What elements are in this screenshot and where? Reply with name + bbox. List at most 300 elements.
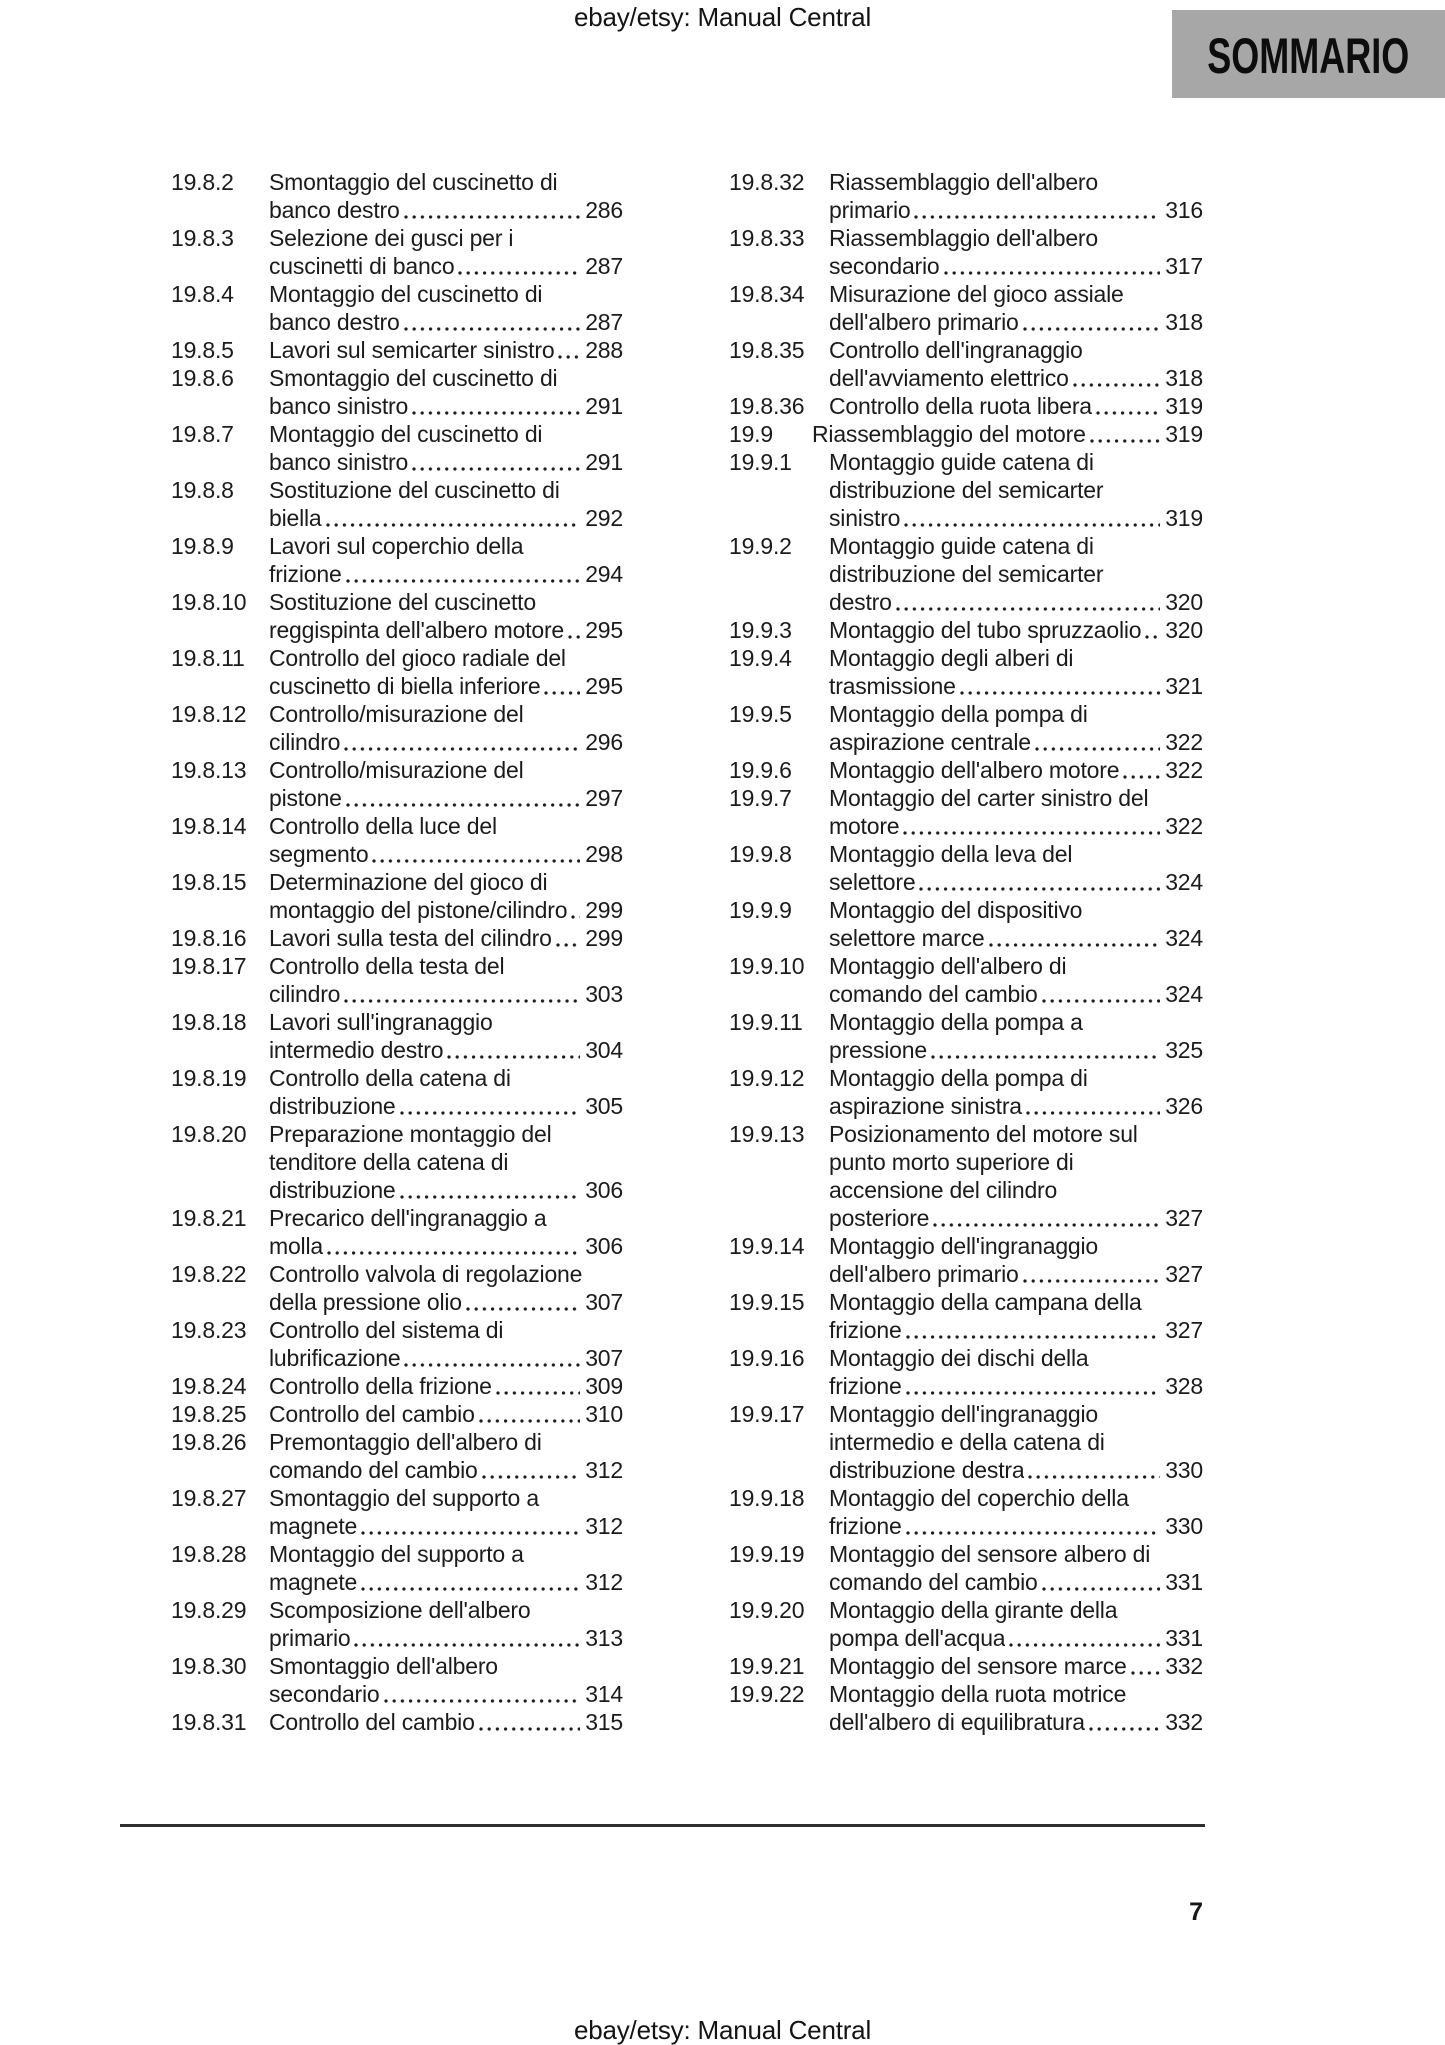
entry-number: 19.8.19	[171, 1065, 247, 1091]
entry-page-number: 315	[585, 1709, 623, 1735]
entry-page-number: 297	[585, 785, 623, 811]
entry-title-line: Riassemblaggio dell'albero	[829, 169, 1098, 195]
sommario-tab-label: SOMMARIO	[1207, 28, 1410, 84]
entry-title-text: cuscinetti di banco	[269, 253, 455, 279]
toc-entry	[171, 952, 623, 1008]
entry-title-last-line	[269, 1680, 623, 1708]
entry-number: 19.9.22	[729, 1681, 805, 1707]
entry-body	[829, 896, 1203, 952]
entry-title-line: Montaggio del supporto a	[269, 1541, 524, 1567]
entry-title-text: destro	[829, 589, 892, 615]
entry-title-text: primario	[829, 197, 911, 223]
entry-body	[829, 448, 1203, 532]
entry-title-text: reggispinta dell'albero motore	[269, 617, 565, 643]
entry-title-line: Preparazione montaggio del	[269, 1121, 552, 1147]
entry-title-last-line	[269, 1372, 623, 1400]
entry-title-line: Montaggio della pompa a	[829, 1009, 1083, 1035]
entry-title-last-line	[269, 1708, 623, 1736]
toc-entry	[729, 1484, 1203, 1540]
entry-page-number: 328	[1165, 1373, 1203, 1399]
entry-title-last-line	[269, 672, 623, 700]
entry-title-text: magnete	[269, 1513, 358, 1539]
entry-title-last-line	[829, 1036, 1203, 1064]
toc-entry	[729, 1652, 1203, 1680]
entry-number: 19.8.23	[171, 1317, 247, 1343]
entry-page-number: 327	[1165, 1317, 1203, 1343]
entry-title-text: comando del cambio	[829, 1569, 1038, 1595]
entry-number: 19.8.32	[729, 169, 805, 195]
entry-title-line: Controllo/misurazione del	[269, 701, 524, 727]
entry-number: 19.9.19	[729, 1541, 805, 1567]
entry-title-last-line	[269, 1456, 623, 1484]
dot-leader	[466, 1288, 580, 1316]
entry-title-last-line	[829, 1204, 1203, 1232]
entry-page-number: 288	[585, 337, 623, 363]
entry-title-text: aspirazione centrale	[829, 729, 1031, 755]
entry-body	[269, 1652, 623, 1708]
entry-title-text: comando del cambio	[829, 981, 1038, 1007]
entry-number: 19.9.5	[729, 701, 792, 727]
entry-number: 19.8.26	[171, 1429, 247, 1455]
toc-entry	[171, 1260, 623, 1316]
footer-doc-title: ebay/etsy: Manual Central	[573, 2015, 872, 2045]
dot-leader	[1090, 420, 1161, 448]
entry-number: 19.8.27	[171, 1485, 247, 1511]
dot-leader	[384, 1680, 581, 1708]
entry-title-line: intermedio e della catena di	[829, 1429, 1105, 1455]
entry-page-number: 324	[1165, 981, 1203, 1007]
entry-body	[269, 924, 623, 952]
entry-page-number: 327	[1165, 1261, 1203, 1287]
entry-page-number: 305	[585, 1093, 623, 1119]
entry-title-line: Montaggio del sensore albero di	[829, 1541, 1151, 1567]
entry-body	[269, 952, 623, 1008]
dot-leader	[960, 672, 1161, 700]
entry-page-number: 322	[1165, 813, 1203, 839]
entry-body	[829, 1120, 1203, 1232]
entry-title-line: Montaggio della girante della	[829, 1597, 1118, 1623]
entry-title-text: sinistro	[829, 505, 901, 531]
entry-title-last-line	[269, 1036, 623, 1064]
entry-title-last-line	[829, 1092, 1203, 1120]
toc-entry	[729, 420, 1203, 448]
entry-number: 19.8.15	[171, 869, 247, 895]
entry-title-last-line	[269, 336, 623, 364]
entry-page-number: 307	[585, 1289, 623, 1315]
entry-body	[269, 1400, 623, 1428]
entry-title-text: banco sinistro	[269, 449, 409, 475]
dot-leader	[496, 1372, 580, 1400]
dot-leader	[1096, 392, 1160, 420]
entry-body	[829, 392, 1203, 420]
entry-number: 19.9.16	[729, 1345, 805, 1371]
entry-title-line: Scomposizione dell'albero	[269, 1597, 531, 1623]
entry-body	[269, 1372, 623, 1400]
dot-leader	[344, 980, 580, 1008]
entry-body	[829, 1652, 1203, 1680]
entry-title-line: Smontaggio del cuscinetto di	[269, 365, 558, 391]
toc-column-right	[729, 168, 1203, 1736]
entry-number: 19.9.3	[729, 617, 792, 643]
entry-title-last-line	[829, 252, 1203, 280]
entry-title-text: primario	[269, 1625, 351, 1651]
entry-title-line: Posizionamento del motore sul	[829, 1121, 1138, 1147]
entry-page-number: 312	[585, 1457, 623, 1483]
entry-title-last-line	[269, 1288, 623, 1316]
toc-entry	[171, 588, 623, 644]
entry-title-line: Misurazione del gioco assiale	[829, 281, 1124, 307]
entry-body	[269, 1428, 623, 1484]
entry-page-number: 291	[585, 449, 623, 475]
toc-entry	[171, 420, 623, 476]
dot-leader	[361, 1568, 580, 1596]
entry-title-text: frizione	[269, 561, 342, 587]
entry-title-line: punto morto superiore di	[829, 1149, 1074, 1175]
entry-title-line: Montaggio dell'albero di	[829, 953, 1067, 979]
entry-body	[269, 756, 623, 812]
entry-title-text: selettore	[829, 869, 916, 895]
entry-number: 19.8.13	[171, 757, 247, 783]
entry-title-last-line	[829, 868, 1203, 896]
entry-number: 19.8.14	[171, 813, 247, 839]
entry-page-number: 322	[1165, 757, 1203, 783]
entry-number: 19.9.21	[729, 1653, 805, 1679]
entry-title-text: Riassemblaggio del motore	[812, 421, 1086, 447]
entry-title-last-line	[829, 1624, 1203, 1652]
entry-title-text: lubrificazione	[269, 1345, 401, 1371]
entry-body	[829, 700, 1203, 756]
entry-title-last-line	[829, 924, 1203, 952]
entry-title-text: distribuzione	[269, 1177, 396, 1203]
entry-title-text: banco sinistro	[269, 393, 409, 419]
toc-entry	[171, 1008, 623, 1064]
entry-title-last-line	[829, 672, 1203, 700]
entry-page-number: 332	[1165, 1653, 1203, 1679]
entry-title-text: segmento	[269, 841, 369, 867]
entry-body	[269, 168, 623, 224]
entry-title-line: Sostituzione del cuscinetto di	[269, 477, 560, 503]
entry-number: 19.8.11	[171, 645, 245, 671]
entry-body	[829, 756, 1203, 784]
entry-page-number: 292	[585, 505, 623, 531]
entry-title-last-line	[269, 1568, 623, 1596]
toc-entry	[171, 1596, 623, 1652]
entry-number: 19.9.6	[729, 757, 792, 783]
toc-entry	[729, 784, 1203, 840]
entry-body	[829, 532, 1203, 616]
dot-leader	[326, 504, 581, 532]
entry-title-line: Riassemblaggio dell'albero	[829, 225, 1098, 251]
entry-title-line: distribuzione del semicarter	[829, 477, 1104, 503]
entry-title-line: Montaggio dell'ingranaggio	[829, 1401, 1099, 1427]
dot-leader	[400, 1176, 581, 1204]
toc-entry	[729, 756, 1203, 784]
entry-title-line: Controllo dell'ingranaggio	[829, 337, 1083, 363]
dot-leader	[1145, 616, 1160, 644]
entry-title-last-line	[269, 1400, 623, 1428]
entry-body	[269, 1260, 623, 1316]
dot-leader	[914, 196, 1160, 224]
toc-entry	[171, 1428, 623, 1484]
entry-number: 19.8.12	[171, 701, 247, 727]
entry-title-last-line	[829, 756, 1203, 784]
entry-title-text: banco destro	[269, 309, 400, 335]
entry-body	[269, 588, 623, 644]
toc-entry	[729, 1400, 1203, 1484]
entry-body	[269, 364, 623, 420]
entry-body	[269, 1120, 623, 1204]
entry-page-number: 327	[1165, 1205, 1203, 1231]
entry-number: 19.8.34	[729, 281, 805, 307]
entry-title-line: Precarico dell'ingranaggio a	[269, 1205, 547, 1231]
entry-title-last-line	[829, 1456, 1203, 1484]
entry-title-line: Montaggio del carter sinistro del	[829, 785, 1149, 811]
entry-title-last-line	[829, 728, 1203, 756]
toc-entry	[729, 896, 1203, 952]
entry-title-text: cuscinetto di biella inferiore	[269, 673, 541, 699]
entry-body	[829, 644, 1203, 700]
dot-leader	[1042, 980, 1161, 1008]
entry-body	[829, 616, 1203, 644]
toc-entry	[171, 1064, 623, 1120]
entry-body	[269, 532, 623, 588]
entry-title-last-line	[829, 812, 1203, 840]
entry-title-text: dell'albero primario	[829, 309, 1019, 335]
entry-number: 19.8.4	[171, 281, 234, 307]
entry-title-last-line	[269, 560, 623, 588]
entry-title-line: Lavori sull'ingranaggio	[269, 1009, 493, 1035]
entry-number: 19.9	[729, 421, 773, 447]
entry-title-line: Montaggio dei dischi della	[829, 1345, 1089, 1371]
entry-body	[829, 1008, 1203, 1064]
entry-number: 19.8.7	[171, 421, 234, 447]
entry-page-number: 319	[1165, 393, 1203, 419]
entry-title-last-line	[269, 924, 623, 952]
footer-divider	[120, 1824, 1205, 1827]
dot-leader	[906, 1372, 1161, 1400]
entry-title-last-line	[829, 588, 1203, 616]
toc-entry	[171, 1120, 623, 1204]
toc-entry	[729, 1344, 1203, 1400]
toc-entry	[729, 224, 1203, 280]
entry-body	[269, 336, 623, 364]
entry-title-line: Controllo della luce del	[269, 813, 497, 839]
entry-number: 19.9.11	[729, 1009, 803, 1035]
entry-title-text: motore	[829, 813, 900, 839]
entry-number: 19.9.2	[729, 533, 792, 559]
entry-body	[269, 644, 623, 700]
entry-title-last-line	[269, 1092, 623, 1120]
entry-title-text: dell'avviamento elettrico	[829, 365, 1069, 391]
entry-title-text: pistone	[269, 785, 342, 811]
toc-entry	[729, 1596, 1203, 1652]
toc-entry	[171, 1372, 623, 1400]
entry-title-last-line	[829, 196, 1203, 224]
dot-leader	[479, 1708, 581, 1736]
entry-title-line: Controllo valvola di regolazione	[269, 1261, 583, 1287]
entry-title-text: secondario	[269, 1681, 380, 1707]
entry-title-last-line	[269, 784, 623, 812]
toc-entry	[171, 280, 623, 336]
entry-title-last-line	[269, 448, 623, 476]
entry-page-number: 310	[585, 1401, 623, 1427]
entry-body	[269, 224, 623, 280]
entry-number: 19.8.28	[171, 1541, 247, 1567]
toc-entry	[171, 168, 623, 224]
dot-leader	[556, 924, 580, 952]
entry-body	[829, 336, 1203, 392]
entry-title-line: Selezione dei gusci per i	[269, 225, 514, 251]
entry-title-text: posteriore	[829, 1205, 930, 1231]
entry-page-number: 296	[585, 729, 623, 755]
dot-leader	[1035, 728, 1160, 756]
entry-page-number: 295	[585, 617, 623, 643]
entry-number: 19.8.2	[171, 169, 234, 195]
toc-entry	[171, 1540, 623, 1596]
entry-title-text: intermedio destro	[269, 1037, 444, 1063]
entry-body	[829, 1540, 1203, 1596]
dot-leader	[404, 308, 581, 336]
entry-title-text: magnete	[269, 1569, 358, 1595]
entry-title-text: Controllo del cambio	[269, 1709, 475, 1735]
entry-page-number: 325	[1165, 1037, 1203, 1063]
entry-number: 19.8.30	[171, 1653, 247, 1679]
entry-page-number: 317	[1165, 253, 1203, 279]
toc-entry	[171, 644, 623, 700]
entry-title-line: Montaggio guide catena di	[829, 449, 1094, 475]
entry-page-number: 294	[585, 561, 623, 587]
dot-leader	[544, 672, 580, 700]
entry-title-text: selettore marce	[829, 925, 985, 951]
toc-entry	[729, 1540, 1203, 1596]
dot-leader	[906, 1512, 1161, 1540]
entry-page-number: 320	[1165, 589, 1203, 615]
entry-number: 19.9.15	[729, 1289, 805, 1315]
toc-entry	[171, 1708, 623, 1736]
entry-title-line: Smontaggio dell'albero	[269, 1653, 498, 1679]
dot-leader	[1028, 1456, 1160, 1484]
dot-leader	[458, 252, 580, 280]
entry-title-text: banco destro	[269, 197, 400, 223]
dot-leader	[447, 1036, 580, 1064]
entry-page-number: 318	[1165, 309, 1203, 335]
entry-number: 19.8.36	[729, 393, 805, 419]
entry-title-last-line	[829, 364, 1203, 392]
entry-title-line: Sostituzione del cuscinetto	[269, 589, 536, 615]
entry-number: 19.8.33	[729, 225, 805, 251]
entry-body	[829, 1064, 1203, 1120]
entry-body	[829, 1400, 1203, 1484]
entry-title-line: Controllo del sistema di	[269, 1317, 504, 1343]
entry-page-number: 312	[585, 1569, 623, 1595]
entry-title-line: Controllo della testa del	[269, 953, 505, 979]
toc-entry	[729, 1064, 1203, 1120]
toc-entry	[171, 364, 623, 420]
entry-body	[269, 1484, 623, 1540]
entry-number: 19.8.22	[171, 1261, 247, 1287]
dot-leader	[558, 336, 580, 364]
entry-number: 19.9.13	[729, 1121, 805, 1147]
toc-entry	[729, 700, 1203, 756]
toc-entry	[729, 1232, 1203, 1288]
entry-title-line: distribuzione del semicarter	[829, 561, 1104, 587]
entry-body	[269, 1064, 623, 1120]
entry-page-number: 307	[585, 1345, 623, 1371]
entry-page-number: 313	[585, 1625, 623, 1651]
dot-leader	[1042, 1568, 1161, 1596]
entry-body	[269, 868, 623, 924]
entry-title-last-line	[269, 1624, 623, 1652]
entry-number: 19.8.20	[171, 1121, 247, 1147]
toc-entry	[171, 924, 623, 952]
entry-title-line: Montaggio dell'ingranaggio	[829, 1233, 1099, 1259]
entry-title-last-line	[829, 504, 1203, 532]
entry-title-text: cilindro	[269, 981, 341, 1007]
entry-body	[269, 1596, 623, 1652]
dot-leader	[931, 1036, 1160, 1064]
entry-title-last-line	[829, 1652, 1203, 1680]
dot-leader	[989, 924, 1161, 952]
entry-title-text: dell'albero primario	[829, 1261, 1019, 1287]
entry-title-last-line	[829, 392, 1203, 420]
dot-leader	[361, 1512, 580, 1540]
entry-title-last-line	[829, 1260, 1203, 1288]
entry-body	[269, 812, 623, 868]
entry-title-line: Premontaggio dell'albero di	[269, 1429, 542, 1455]
entry-page-number: 309	[585, 1373, 623, 1399]
entry-title-last-line	[829, 616, 1203, 644]
entry-title-line: Controllo della catena di	[269, 1065, 511, 1091]
dot-leader	[1023, 1260, 1161, 1288]
entry-page-number: 287	[585, 309, 623, 335]
entry-title-text: pompa dell'acqua	[829, 1625, 1006, 1651]
entry-title-text: montaggio del pistone/cilindro	[269, 897, 568, 923]
toc-entry	[729, 1120, 1203, 1232]
entry-title-text: distribuzione	[269, 1093, 396, 1119]
entry-page-number: 303	[585, 981, 623, 1007]
entry-title-last-line	[269, 1344, 623, 1372]
toc-entry	[171, 1316, 623, 1372]
entry-body	[829, 1232, 1203, 1288]
entry-title-text: comando del cambio	[269, 1457, 478, 1483]
entry-page-number: 322	[1165, 729, 1203, 755]
dot-leader	[944, 252, 1161, 280]
toc-entry	[729, 532, 1203, 616]
entry-body	[829, 224, 1203, 280]
dot-leader	[372, 840, 580, 868]
entry-number: 19.9.12	[729, 1065, 805, 1091]
entry-body	[269, 1708, 623, 1736]
sommario-tab	[1172, 10, 1445, 98]
toc-entry	[729, 168, 1203, 224]
dot-leader	[404, 1344, 580, 1372]
entry-page-number: 304	[585, 1037, 623, 1063]
entry-number: 19.9.20	[729, 1597, 805, 1623]
entry-title-text: molla	[269, 1233, 323, 1259]
dot-leader	[412, 392, 580, 420]
entry-page-number: 321	[1165, 673, 1203, 699]
dot-leader	[571, 896, 580, 924]
entry-title-last-line	[269, 616, 623, 644]
entry-title-last-line	[269, 504, 623, 532]
entry-body	[829, 1596, 1203, 1652]
entry-body	[812, 420, 1203, 448]
entry-body	[269, 476, 623, 532]
entry-title-text: frizione	[829, 1317, 902, 1343]
dot-leader	[479, 1400, 581, 1428]
entry-title-last-line	[269, 896, 623, 924]
entry-page-number: 331	[1165, 1569, 1203, 1595]
